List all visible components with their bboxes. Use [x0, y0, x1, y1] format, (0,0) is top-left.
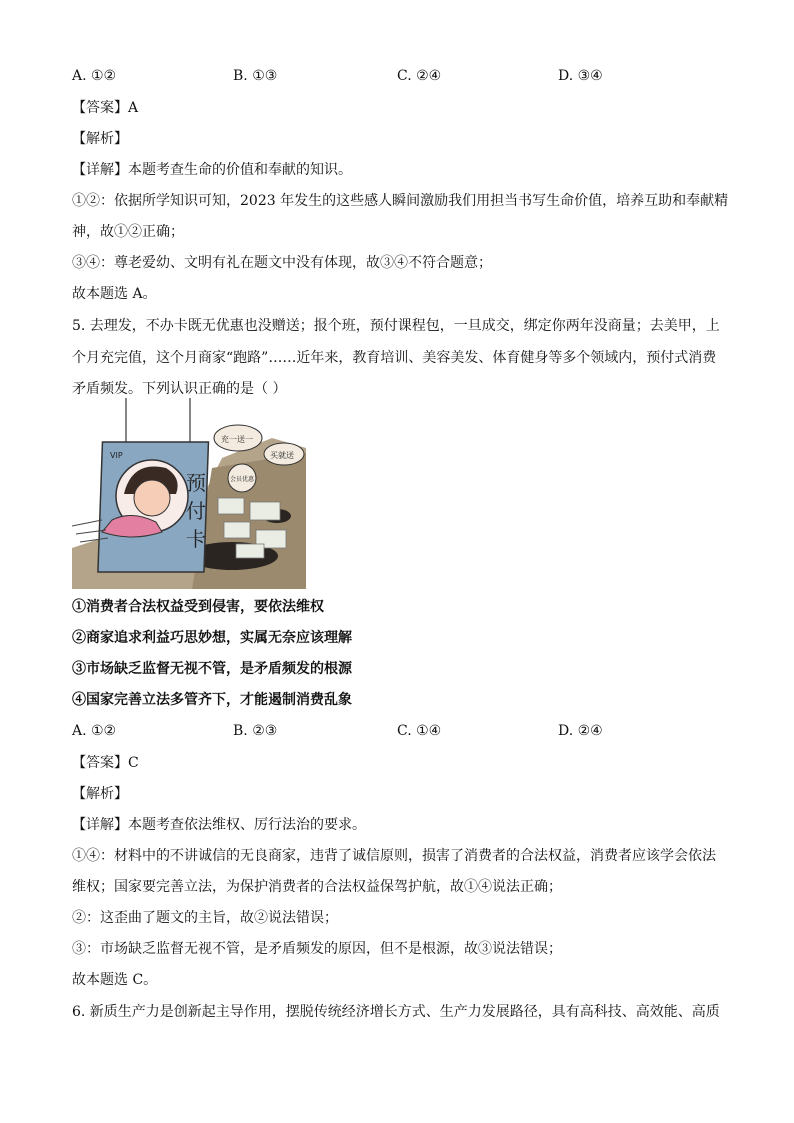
- q5-explanation-line: ①④：材料中的不讲诚信的无良商家，违背了诚信原则，损害了消费者的合法权益，消费者应该学会依法: [72, 848, 716, 864]
- q6-stem: 6. 新质生产力是创新起主导作用，摆脱传统经济增长方式、生产力发展路径，具有高科技、高效能、高质: [72, 1004, 720, 1020]
- q5-stem-line: 个月充完值，这个月商家“跑路”……近年来，教育培训、美容美发、体育健身等多个领域内，预付式消费: [72, 350, 717, 366]
- q5-answer: 【答案】C: [72, 755, 139, 771]
- q5-option-a: A. ①②: [72, 723, 117, 739]
- q5-stem-line: 5. 去理发，不办卡既无优惠也没赠送；报个班，预付课程包，一旦成交，绑定你两年没商量；去美甲，上: [72, 318, 720, 334]
- q4-option-d: D. ③④: [558, 68, 603, 84]
- card-vip-label: VIP: [110, 451, 123, 460]
- q5-explanation-line: ②：这歪曲了题文的主旨，故②说法错误；: [72, 910, 338, 926]
- q4-detail: 【详解】本题考查生命的价值和奉献的知识。: [72, 162, 352, 178]
- q4-answer: 【答案】A: [72, 100, 139, 116]
- q4-explanation-line: 神，故①②正确；: [72, 224, 184, 240]
- q5-detail: 【详解】本题考查依法维权、厉行法治的要求。: [72, 817, 366, 833]
- q4-conclusion: 故本题选 A。: [72, 286, 157, 302]
- svg-text:买就送: 买就送: [270, 451, 294, 460]
- person-face: [134, 480, 170, 516]
- q5-statement: ④国家完善立法多管齐下，才能遏制消费乱象: [72, 692, 352, 708]
- card-char: 卡: [186, 527, 206, 551]
- q5-statement: ①消费者合法权益受到侵害，要依法维权: [72, 599, 324, 615]
- card-char: 预: [186, 471, 206, 495]
- q4-option-b: B. ①③: [233, 68, 278, 84]
- q5-conclusion: 故本题选 C。: [72, 972, 158, 988]
- q5-statement: ②商家追求利益巧思妙想，实属无奈应该理解: [72, 630, 352, 646]
- svg-text:会员优惠: 会员优惠: [230, 476, 255, 483]
- q4-analysis-heading: 【解析】: [72, 131, 128, 147]
- prepaid-card-cartoon: [72, 398, 306, 589]
- q5-statement: ③市场缺乏监督无视不管，是矛盾频发的根源: [72, 661, 352, 677]
- q5-explanation-line: ③：市场缺乏监督无视不管，是矛盾频发的原因，但不是根源，故③说法错误；: [72, 941, 562, 957]
- svg-text:充一送一: 充一送一: [221, 435, 253, 444]
- q5-option-c: C. ①④: [397, 723, 442, 739]
- q5-option-b: B. ②③: [233, 723, 278, 739]
- card-char: 付: [186, 499, 206, 523]
- promo-bubble: [214, 425, 262, 451]
- q5-analysis-heading: 【解析】: [72, 786, 128, 802]
- q5-option-d: D. ②④: [558, 723, 603, 739]
- q5-stem-line: 矛盾频发。下列认识正确的是（ ）: [72, 381, 287, 397]
- promo-bubble: [264, 443, 304, 465]
- q4-explanation-line: ①②：依据所学知识可知，2023 年发生的这些感人瞬间激励我们用担当书写生命价值，培养互助和奉献精: [72, 193, 729, 209]
- promo-bubble: [228, 464, 256, 492]
- q4-option-c: C. ②④: [397, 68, 442, 84]
- q5-explanation-line: 维权；国家要完善立法，为保护消费者的合法权益保驾护航，故①④说法正确；: [72, 879, 562, 895]
- q4-explanation-line: ③④：尊老爱幼、文明有礼在题文中没有体现，故③④不符合题意；: [72, 255, 492, 271]
- q4-option-a: A. ①②: [72, 68, 117, 84]
